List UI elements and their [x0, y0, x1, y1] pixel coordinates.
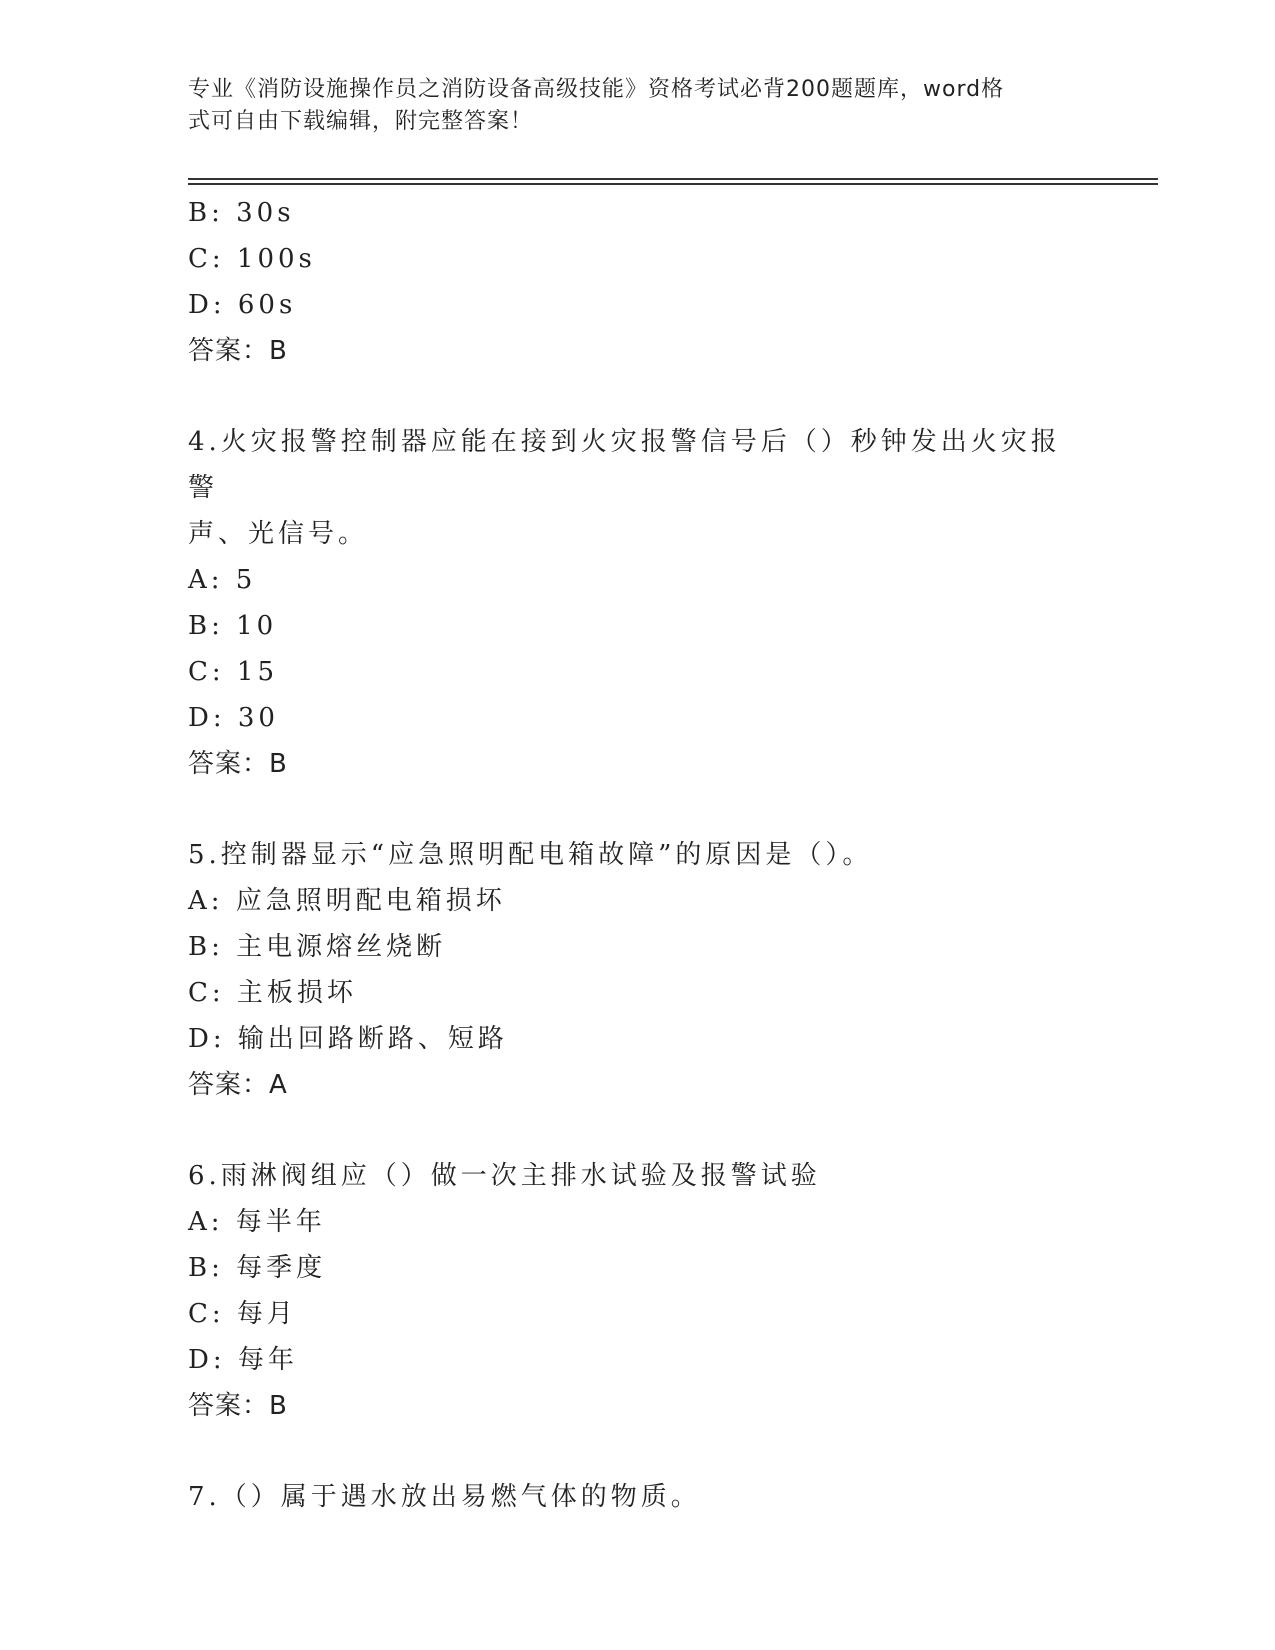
- option-b: B: 主电源熔丝烧断: [188, 932, 447, 962]
- option-a: A: 5: [188, 565, 257, 595]
- question-text: 7.（）属于遇水放出易燃气体的物质。: [188, 1482, 701, 1512]
- header-line-1: 专业《消防设施操作员之消防设备高级技能》资格考试必背200题题库，word格: [188, 77, 1005, 102]
- option-b: B: 10: [188, 611, 278, 641]
- option-c: C: 主板损坏: [188, 978, 357, 1008]
- option-a: A: 应急照明配电箱损坏: [188, 886, 506, 916]
- question-7: [188, 1474, 1088, 1520]
- question-text: 5.控制器显示“应急照明配电箱故障”的原因是（）。: [188, 840, 873, 870]
- header-divider-top: [188, 178, 1158, 180]
- question-text: 6.雨淋阀组应（）做一次主排水试验及报警试验: [188, 1161, 821, 1191]
- option-c: C: 100s: [188, 244, 316, 274]
- answer: 答案：B: [188, 1391, 288, 1421]
- document-header: [188, 74, 1078, 138]
- option-a: A: 每半年: [188, 1207, 326, 1237]
- option-b: B: 每季度: [188, 1253, 327, 1283]
- option-b: B: 30s: [188, 198, 295, 228]
- question-list: [188, 190, 1088, 1520]
- question-3: [188, 190, 1088, 374]
- answer: 答案：A: [188, 1070, 288, 1100]
- question-text-line-1: 4.火灾报警控制器应能在接到火灾报警信号后（）秒钟发出火灾报警: [188, 427, 1061, 503]
- option-d: D: 60s: [188, 290, 297, 320]
- header-line-2: 式可自由下载编辑，附完整答案！: [188, 109, 534, 134]
- option-c: C: 15: [188, 657, 279, 687]
- header-divider-bottom: [188, 183, 1158, 185]
- answer: 答案：B: [188, 336, 288, 366]
- option-d: D: 输出回路断路、短路: [188, 1024, 508, 1054]
- question-6: [188, 1153, 1088, 1429]
- question-text-line-2: 声、光信号。: [188, 519, 369, 549]
- question-4: [188, 419, 1088, 787]
- option-d: D: 每年: [188, 1345, 298, 1375]
- answer: 答案：B: [188, 749, 288, 779]
- option-c: C: 每月: [188, 1299, 297, 1329]
- option-d: D: 30: [188, 703, 279, 733]
- question-5: [188, 832, 1088, 1108]
